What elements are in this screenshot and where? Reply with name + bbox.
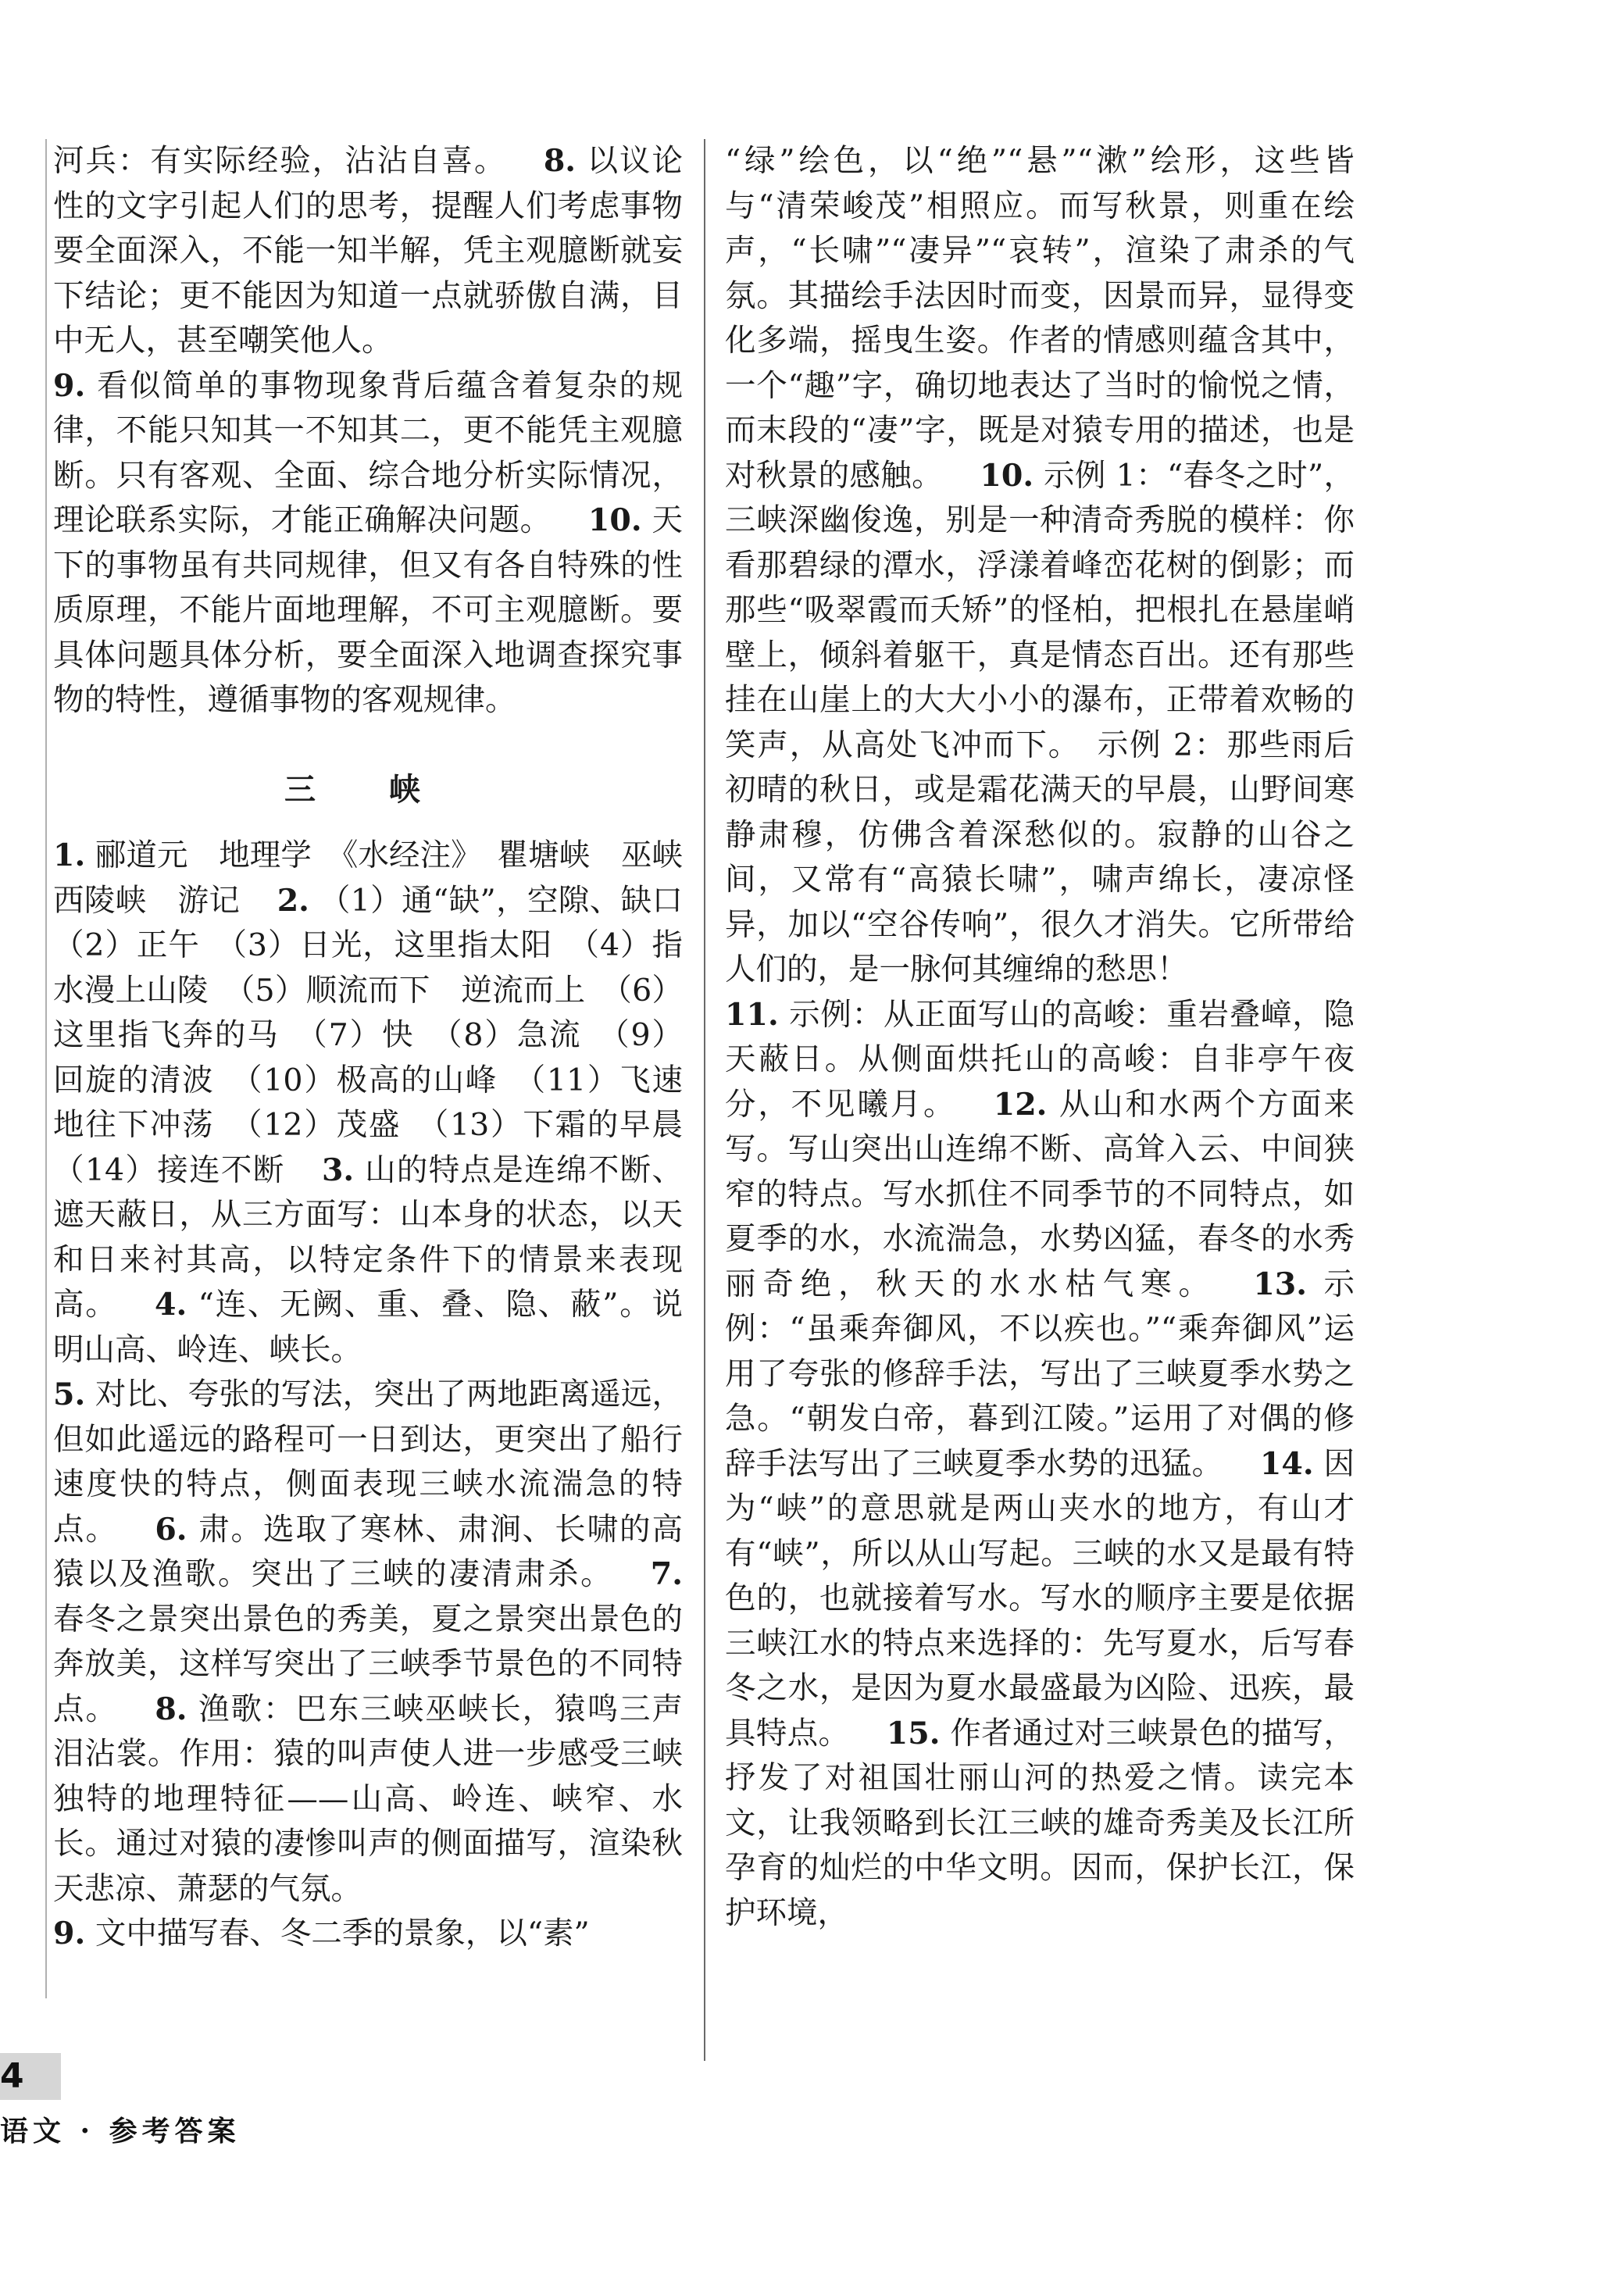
answer-text: 肃。选取了寒林、肃涧、长啸的高猿以及渔歌。突出了三峡的凄清肃杀。 <box>53 1511 683 1592</box>
answer-block-previous <box>53 139 683 364</box>
question-number: 2. <box>277 882 309 919</box>
answer-text: 示例 1：“春冬之时”，三峡深幽俊逸，别是一种清奇秀脱的模样：你看那碧绿的潭水，浮漾着峰峦花树的倒影；而那些“吸翠霞而夭矫”的怪柏，把根扎在悬崖峭壁上，倾斜着躯干，真是情态百出。还有那些挂在山崖上的大大小小的瀑布，正带着欢畅的笑声，从高处飞冲而下。 示例 2：那些雨后初晴的秋日，或是霜花满天的早晨，山野间寒静肃穆，仿佛含着深愁似的。寂静的山谷之间，又常有“高猿长啸”，啸声绵长，凄凉怪异，加以“空谷传响”，很久才消失。它所带给人们的，是一脉何其缠绵的愁思！ <box>725 457 1355 987</box>
right-column <box>725 139 1355 1936</box>
answer-text: 文中描写春、冬二季的景象，以“素” <box>95 1916 590 1951</box>
question-number: 4. <box>155 1287 187 1323</box>
question-number: 5. <box>53 1377 86 1412</box>
question-number: 13. <box>1253 1266 1308 1302</box>
answer-text: 天下的事物虽有共同规律，但又有各自特殊的性质原理，不能片面地理解，不可主观臆断。要具体问题具体分析，要全面深入地调查探究事物的特性，遵循事物的客观规律。 <box>53 502 684 718</box>
answer-text: 河兵：有实际经验，沾沾自喜。 <box>53 143 507 179</box>
answer-text: 从山和水两个方面来写。写山突出山连绵不断、高耸入云、中间狭窄的特点。写水抓住不同季节的不同特点，如夏季的水，水流湍急，水势凶猛，春冬的水秀丽奇绝，秋天的水水枯气寒。 <box>725 1086 1355 1302</box>
question-number: 11. <box>725 996 779 1033</box>
left-margin-line <box>45 139 47 1998</box>
answer-text: 作者通过对三峡景色的描写，抒发了对祖国壮丽山河的热爱之情。读完本文，让我领略到长江三峡的雄奇秀美及长江所孕育的灿烂的中华文明。因而，保护长江，保护环境， <box>725 1715 1355 1931</box>
question-number: 7. <box>650 1556 683 1592</box>
answer-block-9-10 <box>53 364 683 723</box>
left-column <box>53 139 714 1957</box>
answer-block-11-15 <box>725 993 1355 1937</box>
answer-text: （1）通“缺”，空隙、缺口 （2）正午 （3）日光，这里指太阳 （4）指水漫上山陵 （5）顺流而下 逆流而上 （6）这里指飞奔的马 （7）快 （8）急流 （9）回旋的清波 （10）极高的山峰 （11）飞速地往下冲荡 （12）茂盛 （13）下霜的早晨 （14）接连不断 <box>53 882 714 1188</box>
answer-text: 春冬之景突出景色的秀美，夏之景突出景色的奔放美，这样写突出了三峡季节景色的不同特点。 <box>53 1601 683 1727</box>
column-divider <box>704 139 705 2061</box>
answer-text: “绿”绘色，以“绝”“悬”“漱”绘形，这些皆与“清荣峻茂”相照应。而写秋景，则重在绘声，“长啸”“凄异”“哀转”，渲染了肃杀的气氛。其描绘手法因时而变，因景而异，显得变化多端，摇曳生姿。作者的情感则蕴含其中，一个“趣”字，确切地表达了当时的愉悦之情，而末段的“凄”字，既是对猿专用的描述，也是对秋景的感触。 <box>725 143 1355 494</box>
answer-text: 郦道元 地理学 《水经注》 瞿塘峡 巫峡 西陵峡 游记 <box>53 837 714 919</box>
question-number: 9. <box>53 1916 86 1951</box>
answer-text: 以议论性的文字引起人们的思考，提醒人们考虑事物要全面深入，不能一知半解，凭主观臆断就妄下结论；更不能因为知道一点就骄傲自满，目中无人，甚至嘲笑他人。 <box>53 143 683 359</box>
answer-block-9 <box>53 1912 683 1957</box>
answer-text: 示例：从正面写山的高峻：重岩叠嶂，隐天蔽日。从侧面烘托山的高峻：自非亭午夜分，不见曦月。 <box>725 996 1355 1123</box>
answer-text: 山的特点是连绵不断、遮天蔽日，从三方面写：山本身的状态，以天和日来衬其高，以特定条件下的情景来表现高。 <box>53 1152 684 1323</box>
answer-text: 示例：“虽乘奔御风，不以疾也。”“乘奔御风”运用了夸张的修辞手法，写出了三峡夏季水势之急。“朝发白帝，暮到江陵。”运用了对偶的修辞手法写出了三峡夏季水势的迅猛。 <box>725 1266 1355 1482</box>
section-title: 三 峡 <box>284 770 452 808</box>
question-number: 1. <box>53 837 86 873</box>
answer-text: 渔歌：巴东三峡巫峡长，猿鸣三声泪沾裳。作用：猿的叫声使人进一步感受三峡独特的地理特征——山高、岭连、峡窄、水长。通过对猿的凄惨叫声的侧面描写，渲染秋天悲凉、萧瑟的气氛。 <box>53 1691 683 1907</box>
question-number: 14. <box>1259 1445 1314 1482</box>
question-number: 10. <box>980 457 1034 494</box>
footer-title: 语文 · 参考答案 <box>0 2115 241 2148</box>
question-number: 3. <box>321 1152 355 1188</box>
question-number: 10. <box>587 502 642 538</box>
question-number: 9. <box>53 367 86 404</box>
answer-text: 对比、夸张的写法，突出了两地距离遥远，但如此遥远的路程可一日到达，更突出了船行速度快的特点，侧面表现三峡水流湍急的特点。 <box>53 1377 684 1548</box>
question-number: 8. <box>543 143 577 179</box>
answer-block-5-8 <box>53 1373 683 1912</box>
answer-text: 因为“峡”的意思就是两山夹水的地方，有山才有“峡”，所以从山写起。三峡的水又是最有特色的，也就接着写水。写水的顺序主要是依据三峡江水的特点来选择的：先写夏水，后写春冬之水，是因为夏水最盛最为凶险、迅疾，最具特点。 <box>725 1445 1355 1751</box>
answer-text: 看似简单的事物现象背后蕴含着复杂的规律，不能只知其一不知其二，更不能凭主观臆断。只有客观、全面、综合地分析实际情况，理论联系实际，才能正确解决问题。 <box>53 367 684 538</box>
answer-block-1-4 <box>53 834 714 1373</box>
question-number: 8. <box>155 1691 187 1727</box>
question-number: 6. <box>155 1511 187 1548</box>
question-number: 12. <box>993 1086 1048 1123</box>
page-number: 4 <box>0 2056 24 2096</box>
answer-text: “连、无阙、重、叠、隐、蔽”。说明山高、岭连、峡长。 <box>53 1287 684 1368</box>
question-number: 15. <box>886 1715 941 1751</box>
answer-block-9-continued <box>725 139 1355 993</box>
